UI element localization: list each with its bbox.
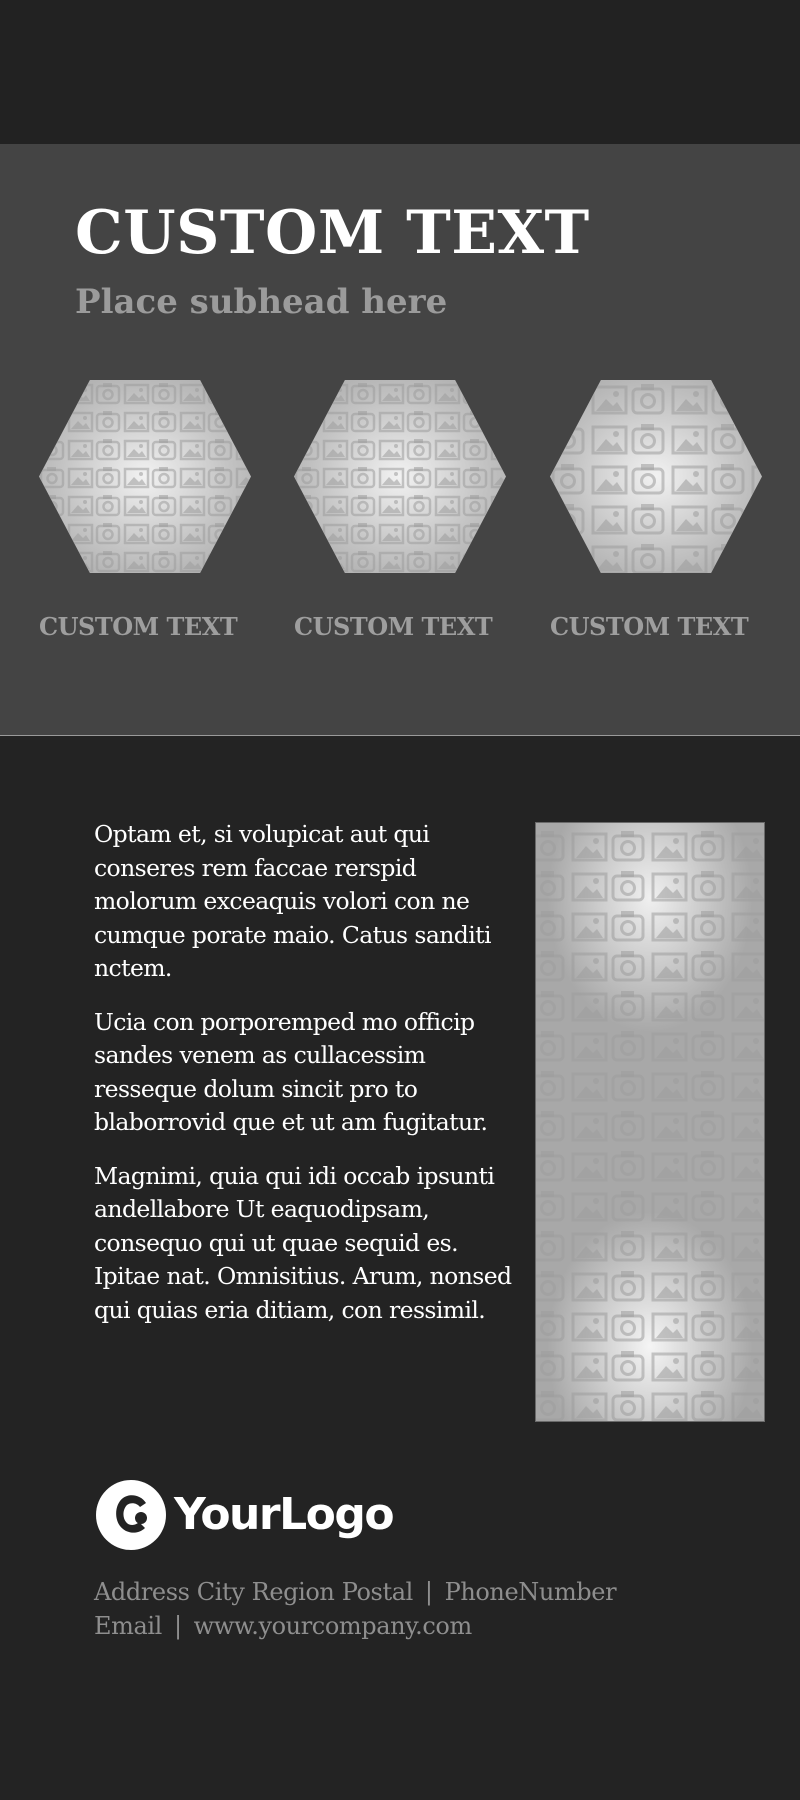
body-paragraph-1: Optam et, si volupicat aut qui conseres rem faccae rerspid molorum exceaquis volori con ne cumque porate maio. Catus sanditi nctem. [94, 820, 491, 982]
hero-divider [0, 735, 800, 736]
body-paragraph-3: Magnimi, quia qui idi occab ipsunti andellabore Ut eaquodipsam, consequo qui ut quae sequid es. Ipitae nat. Omnisitius. Arum, nonsed qui quias eria ditiam, con ressimil. [94, 1161, 512, 1324]
logo-mark-icon [94, 1478, 168, 1552]
side-image [536, 823, 764, 1421]
hex-label-2: CUSTOM TEXT [294, 612, 493, 641]
hex-label-3: CUSTOM TEXT [550, 612, 749, 641]
separator: | [173, 1612, 182, 1640]
body-paragraph-2: Ucia con porporemped mo officip sandes venem as cullacessim resseque dolum sincit pro to blaborrovid que et ut am fugitatur. [94, 1007, 488, 1136]
website: www.yourcompany.com [193, 1612, 472, 1640]
contact-line-2 [94, 1609, 616, 1643]
phone-number: PhoneNumber [444, 1578, 617, 1606]
subhead: Place subhead here [75, 282, 448, 322]
body-copy [94, 818, 524, 1347]
contact-info [94, 1575, 616, 1643]
logo [94, 1478, 393, 1552]
contact-line-1 [94, 1575, 616, 1609]
image-placeholder-icon [536, 823, 764, 1421]
hex-label-1: CUSTOM TEXT [39, 612, 238, 641]
address: Address City Region Postal [94, 1578, 413, 1606]
email: Email [94, 1612, 162, 1640]
logo-text: YourLogo [174, 1489, 394, 1540]
separator: | [424, 1578, 433, 1606]
top-band [0, 0, 800, 144]
headline: CUSTOM TEXT [75, 198, 590, 268]
